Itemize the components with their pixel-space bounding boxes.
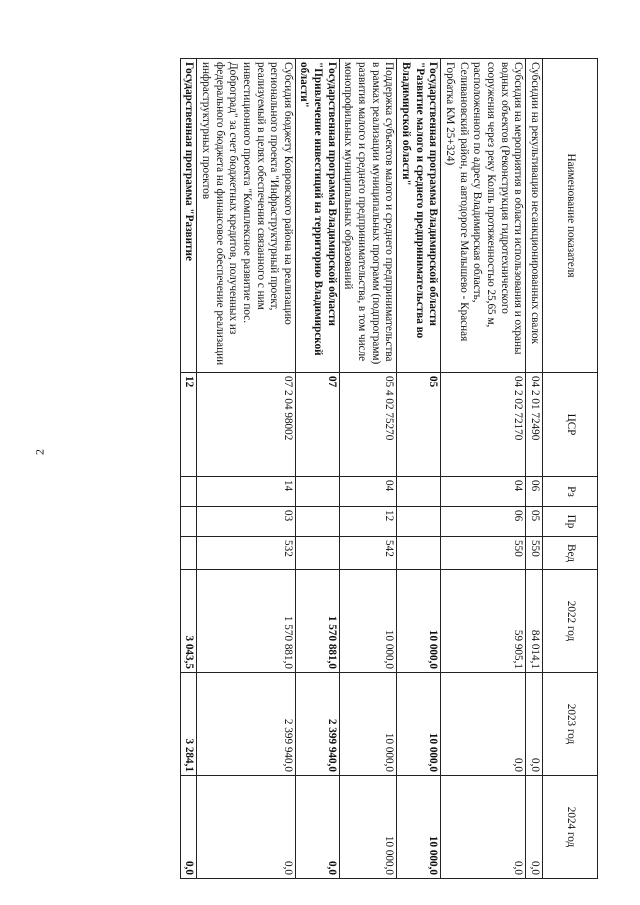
cell-name: Поддержка субъектов малого и среднего предпринимательства в рамках реализации муниципальных программ (подпрограмм) развития малого и среднего предпринимательства, в том числе монопрофильных муниципальных образований	[339, 59, 397, 373]
cell-rz	[397, 477, 441, 507]
cell-pr: 06	[441, 507, 526, 537]
cell-2023: 2 399 940,0	[197, 673, 296, 776]
cell-rz	[295, 477, 339, 507]
cell-pr: 05	[526, 507, 543, 537]
cell-csr: 04 2 02 72170	[441, 373, 526, 477]
cell-2023: 10 000,0	[397, 673, 441, 776]
cell-rz: 04	[339, 477, 397, 507]
header-2024: 2024 год	[543, 776, 598, 879]
cell-ved	[397, 537, 441, 570]
cell-ved: 542	[339, 537, 397, 570]
table-row-program	[180, 59, 197, 879]
cell-2024: 10 000,0	[397, 776, 441, 879]
cell-2022: 1 570 881,0	[197, 570, 296, 673]
cell-rz: 14	[197, 477, 296, 507]
cell-2023: 10 000,0	[339, 673, 397, 776]
cell-name: Субсидия на мероприятия в области использования и охраны водных объектов (Реконструкция гидротехнического сооружения через реку Колпь протяженностью 25,65 м, расположенного по адресу Владимирская область, Селивановский район, на автодороге Малышево - Красная Горбатка КМ 25+324)	[441, 59, 526, 373]
table-row	[197, 59, 296, 879]
cell-2022: 84 014,1	[526, 570, 543, 673]
cell-pr: 12	[339, 507, 397, 537]
cell-name: Субсидия бюджету Ковровского района на реализацию регионального проекта "Инфраструктурный проект, реализуемый в целях обеспечения связанного с ним инвестиционного проекта "Комплексное развитие пос. Доброград" за счет бюджетных кредитов, полученных из федерального бюджета на финансовое обеспечение реализации инфраструктурных проектов	[197, 59, 296, 373]
table-row	[441, 59, 526, 879]
table-row-program	[295, 59, 339, 879]
cell-2023: 0,0	[526, 673, 543, 776]
table-row	[339, 59, 397, 879]
cell-ved: 550	[526, 537, 543, 570]
cell-csr: 12	[180, 373, 197, 477]
header-rz: Рз	[543, 477, 598, 507]
cell-2022: 3 043,5	[180, 570, 197, 673]
cell-pr	[180, 507, 197, 537]
header-2022: 2022 год	[543, 570, 598, 673]
cell-2022: 1 570 881,0	[295, 570, 339, 673]
cell-2024: 0,0	[526, 776, 543, 879]
cell-rz: 06	[526, 477, 543, 507]
cell-2022: 10 000,0	[339, 570, 397, 673]
cell-rz: 04	[441, 477, 526, 507]
header-ved: Вед	[543, 537, 598, 570]
page-number: 2	[32, 449, 47, 455]
cell-csr: 04 2 01 72490	[526, 373, 543, 477]
cell-name: Государственная программа Владимирской области "Развитие малого и среднего предпринимательства во Владимирской области"	[397, 59, 441, 373]
header-2023: 2023 год	[543, 673, 598, 776]
header-name: Наименование показателя	[543, 59, 598, 373]
cell-csr: 05 4 02 75270	[339, 373, 397, 477]
cell-ved: 550	[441, 537, 526, 570]
cell-name: Субсидии на рекультивацию несанкционированных свалок	[526, 59, 543, 373]
cell-pr: 03	[197, 507, 296, 537]
cell-csr: 05	[397, 373, 441, 477]
table-row-program	[397, 59, 441, 879]
cell-name: Государственная программа Владимирской области "Привлечение инвестиций на территорию Владимирской области"	[295, 59, 339, 373]
table-header-row	[543, 59, 598, 879]
cell-2022: 10 000,0	[397, 570, 441, 673]
cell-pr	[397, 507, 441, 537]
cell-ved	[180, 537, 197, 570]
cell-csr: 07 2 04 98002	[197, 373, 296, 477]
cell-2024: 0,0	[197, 776, 296, 879]
cell-2022: 59 905,1	[441, 570, 526, 673]
cell-2023: 0,0	[441, 673, 526, 776]
cell-2023: 2 399 940,0	[295, 673, 339, 776]
budget-table	[180, 58, 598, 879]
cell-2023: 3 284,1	[180, 673, 197, 776]
header-pr: Пр	[543, 507, 598, 537]
rotated-page	[116, 58, 598, 878]
header-csr: ЦСР	[543, 373, 598, 477]
cell-pr	[295, 507, 339, 537]
cell-2024: 0,0	[295, 776, 339, 879]
cell-ved	[295, 537, 339, 570]
cell-ved: 532	[197, 537, 296, 570]
cell-rz	[180, 477, 197, 507]
table-row	[526, 59, 543, 879]
cell-2024: 0,0	[441, 776, 526, 879]
cell-csr: 07	[295, 373, 339, 477]
cell-2024: 10 000,0	[339, 776, 397, 879]
cell-2024: 0,0	[180, 776, 197, 879]
cell-name: Государственная программа "Развитие	[180, 59, 197, 373]
